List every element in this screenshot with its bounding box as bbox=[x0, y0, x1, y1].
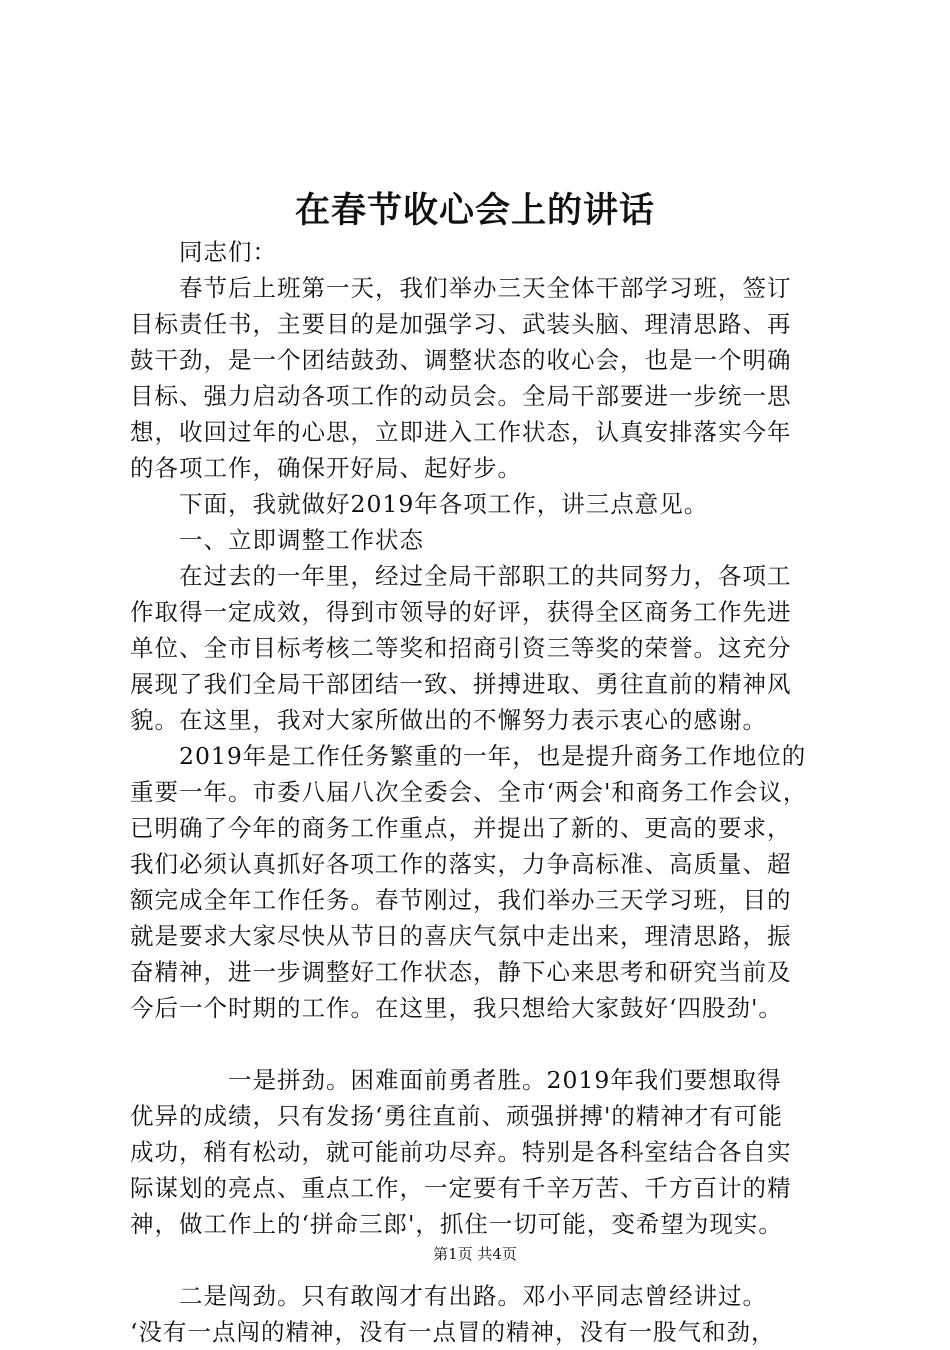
page-footer: 第1页 共4页 bbox=[433, 1245, 517, 1263]
body-line: 在过去的一年里，经过全局干部职工的共同努力，各项工 bbox=[130, 562, 792, 590]
body-line: 貌。在这里，我对大家所做出的不懈努力表示衷心的感谢。 bbox=[130, 706, 767, 734]
body-line: 同志们： bbox=[130, 238, 277, 266]
body-line: 想，收回过年的心思，立即进入工作状态，认真安排落实今年 bbox=[130, 418, 792, 446]
body-line: 2019年是工作任务繁重的一年，也是提升商务工作地位的 bbox=[130, 742, 807, 770]
section-heading: 一、立即调整工作状态 bbox=[130, 526, 424, 554]
body-line: 下面，我就做好2019年各项工作，讲三点意见。 bbox=[130, 490, 709, 518]
body-line: 已明确了今年的商务工作重点，并提出了新的、更高的要求， bbox=[130, 814, 792, 842]
body-line: 额完成全年工作任务。春节刚过，我们举办三天学习班，目的 bbox=[130, 886, 792, 914]
body-line: 我们必须认真抓好各项工作的落实，力争高标准、高质量、超 bbox=[130, 850, 792, 878]
body-line: 的各项工作，确保开好局、起好步。 bbox=[130, 454, 522, 482]
body-line: 春节后上班第一天，我们举办三天全体干部学习班，签订 bbox=[130, 274, 792, 302]
body-line: 神，做工作上的‘拼命三郎'，抓住一切可能，变希望为现实。 bbox=[130, 1210, 783, 1238]
body-line: 目标责任书，主要目的是加强学习、武装头脑、理清思路、再 bbox=[130, 310, 792, 338]
body-line: 今后一个时期的工作。在这里，我只想给大家鼓好‘四股劲'。 bbox=[130, 994, 783, 1022]
body-line: 成功，稍有松动，就可能前功尽弃。特别是各科室结合各自实 bbox=[130, 1138, 792, 1166]
document-title: 在春节收心会上的讲话 bbox=[294, 190, 655, 231]
body-line: 一是拼劲。困难面前勇者胜。2019年我们要想取得 bbox=[130, 1066, 782, 1094]
body-line: 重要一年。市委八届八次全委会、全市‘两会'和商务工作会议， bbox=[130, 778, 808, 806]
body-line: ‘没有一点闯的精神，没有一点冒的精神，没有一股气和劲， bbox=[130, 1318, 776, 1346]
body-line: 作取得一定成效，得到市领导的好评，获得全区商务工作先进 bbox=[130, 598, 792, 626]
body-line: 奋精神，进一步调整好工作状态，静下心来思考和研究当前及 bbox=[130, 958, 792, 986]
body-line: 就是要求大家尽快从节日的喜庆气氛中走出来，理清思路，振 bbox=[130, 922, 792, 950]
body-line: 优异的成绩，只有发扬‘勇往直前、顽强拼搏'的精神才有可能 bbox=[130, 1102, 783, 1130]
body-line: 鼓干劲，是一个团结鼓劲、调整状态的收心会，也是一个明确 bbox=[130, 346, 792, 374]
body-line: 单位、全市目标考核二等奖和招商引资三等奖的荣誉。这充分 bbox=[130, 634, 792, 662]
body-line: 展现了我们全局干部团结一致、拼搏进取、勇往直前的精神风 bbox=[130, 670, 792, 698]
body-line: 际谋划的亮点、重点工作，一定要有千辛万苦、千方百计的精 bbox=[130, 1174, 792, 1202]
body-line: 目标、强力启动各项工作的动员会。全局干部要进一步统一思 bbox=[130, 382, 792, 410]
body-line: 二是闯劲。只有敢闯才有出路。邓小平同志曾经讲过。 bbox=[130, 1282, 767, 1310]
